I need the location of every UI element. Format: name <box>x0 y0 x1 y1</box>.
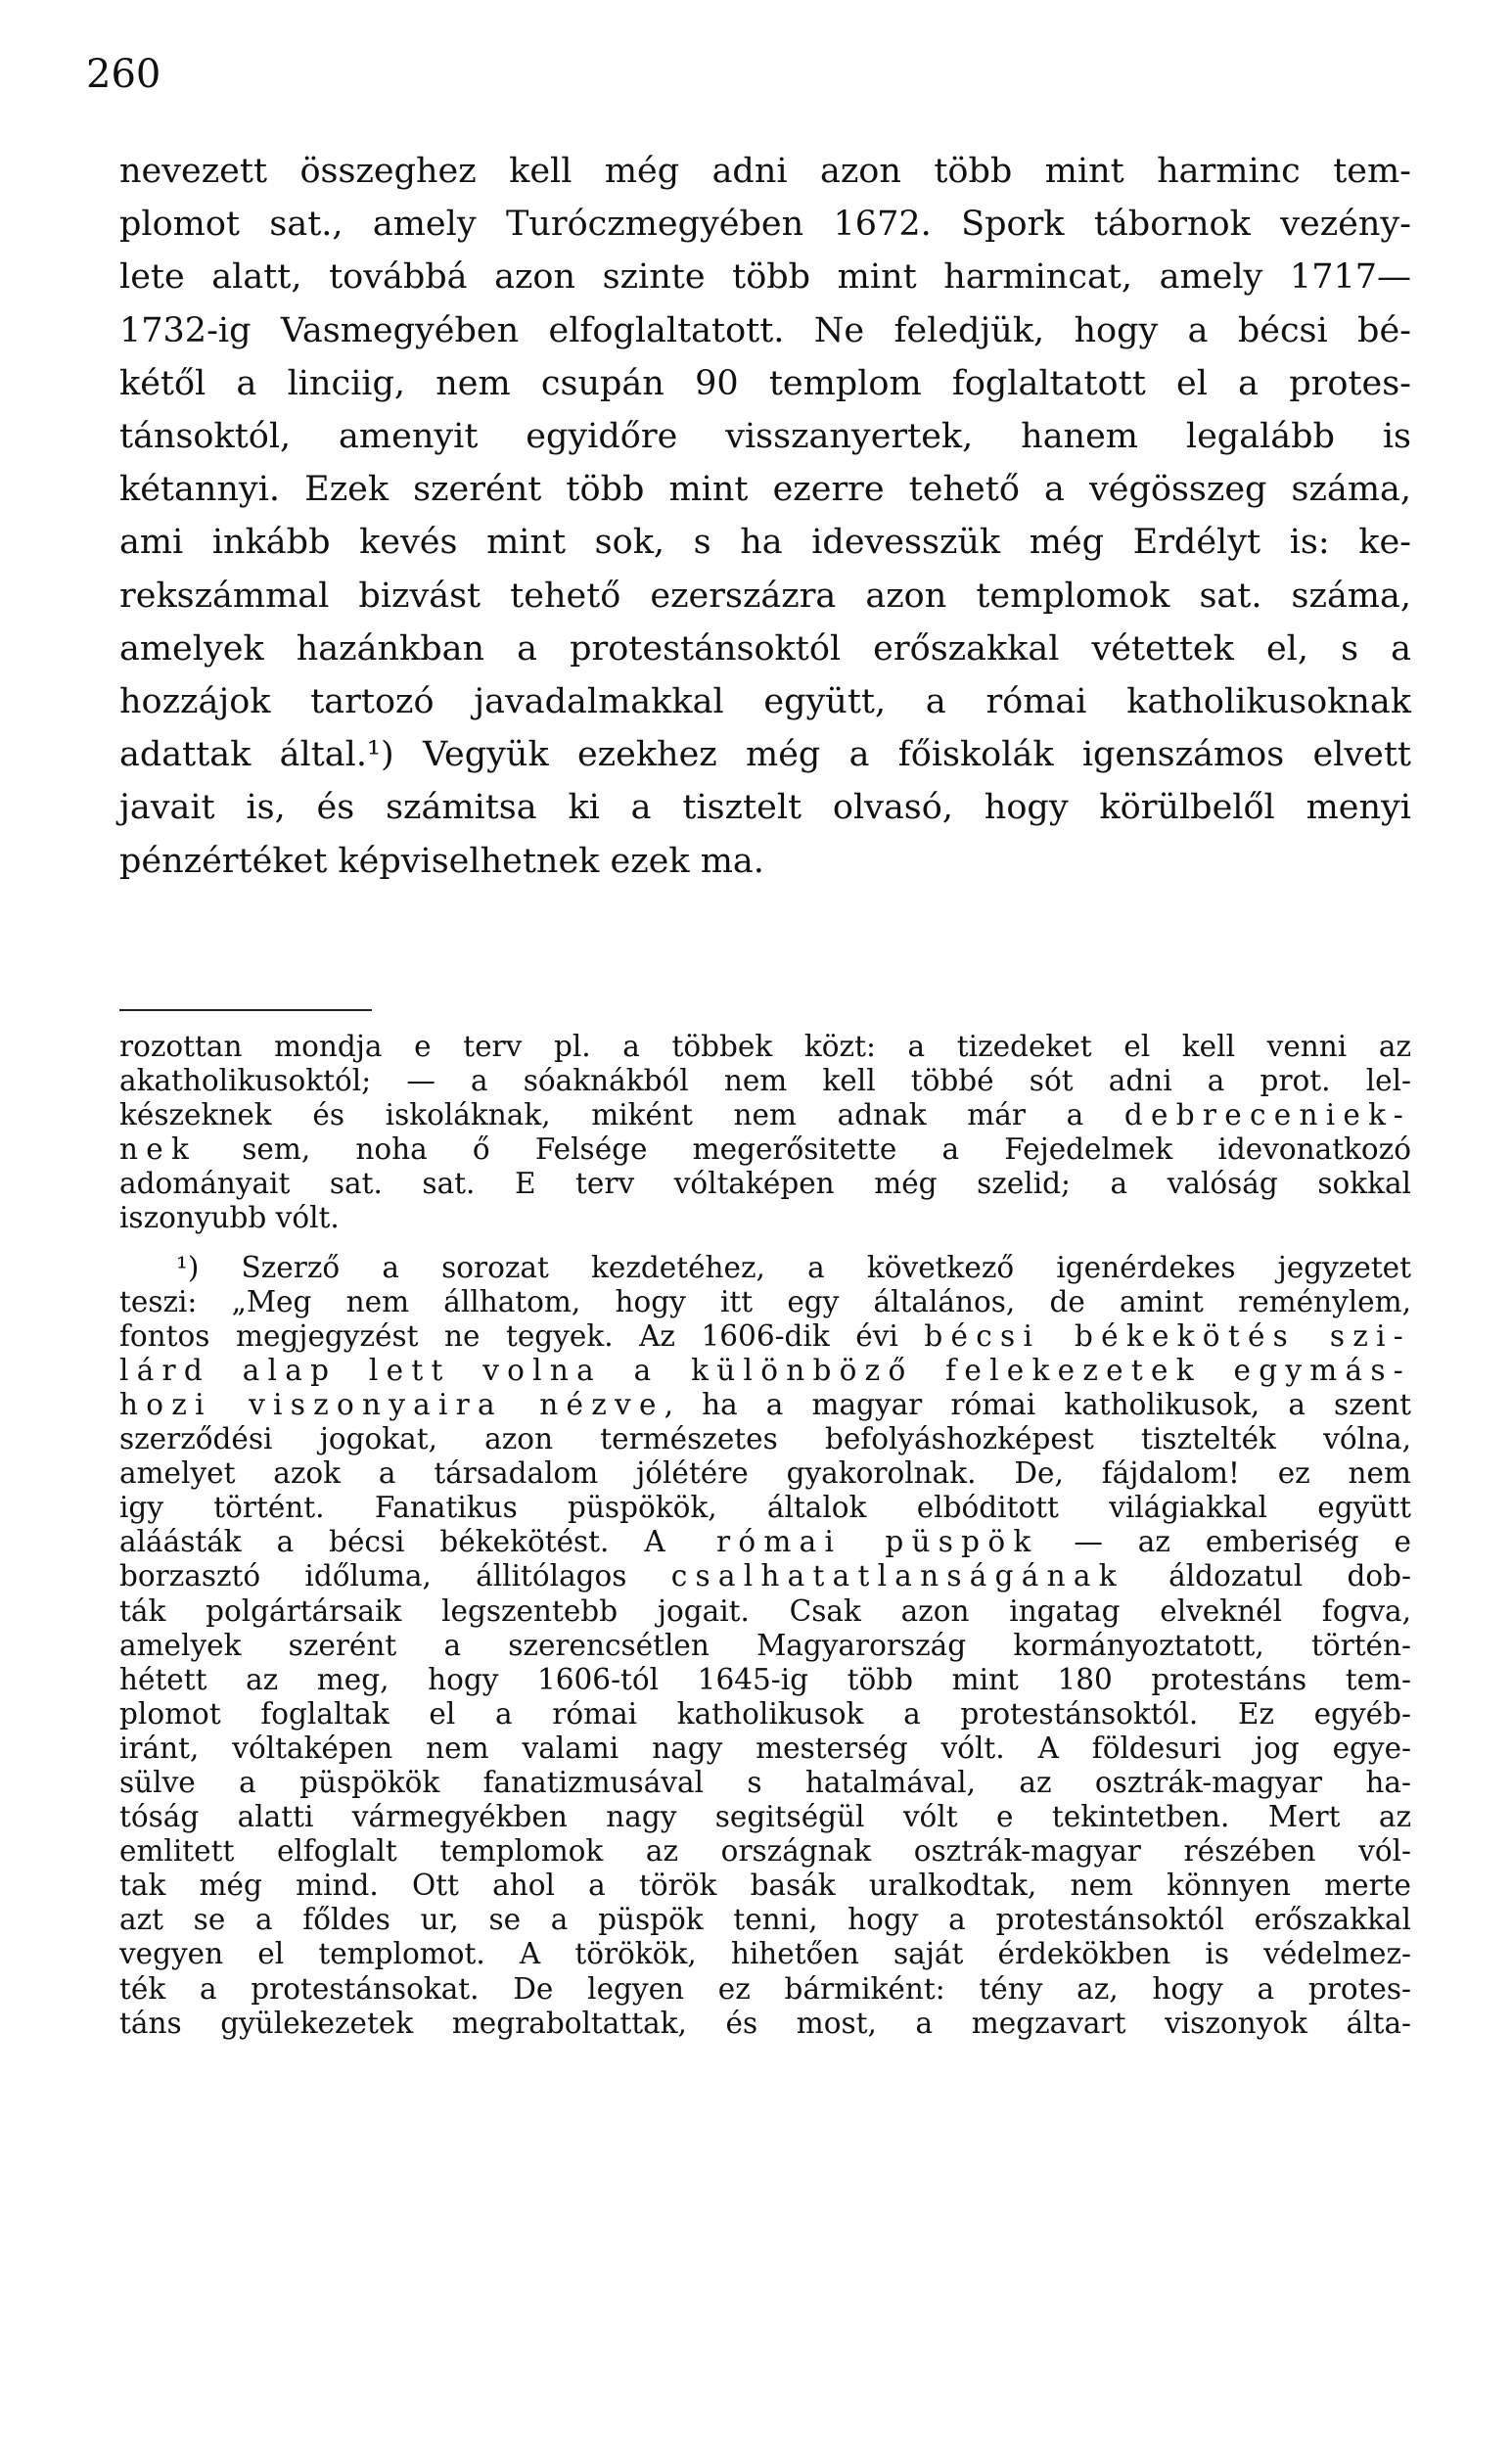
footnote-1 <box>119 1251 1411 2041</box>
spaced-emphasis: debreceniek- <box>1123 1098 1411 1132</box>
footnote-line: amelyet azok a társadalom jólétére gyakorolnak. De, fájdalom! ez nem <box>119 1456 1411 1491</box>
footnote-line <box>119 1388 1411 1422</box>
main-text-line: hozzájok tartozó javadalmakkal együtt, a római katholikusoknak <box>119 682 1411 722</box>
footnote-line: iránt, vóltaképen nem valami nagy mesterség vólt. A földesuri jog egye- <box>119 1731 1411 1765</box>
footnote-line: rozottan mondja e terv pl. a többek közt: a tizedeket el kell venni az <box>119 1030 1411 1063</box>
footnote-line <box>119 1132 1411 1167</box>
footnote-line <box>119 1319 1411 1354</box>
spaced-emphasis: bécsi békekötés szi- <box>924 1318 1411 1353</box>
main-text-line: plomot sat., amely Turóczmegyében 1672. Spork tábornok vezény- <box>119 205 1411 245</box>
main-text-line: lete alatt, továbbá azon szinte több mint harmincat, amely 1717— <box>119 257 1411 298</box>
footnote-continued <box>119 1030 1411 1236</box>
footnote-line: vegyen el templomot. A törökök, hihetően saját érdekökben is védelmez- <box>119 1937 1411 1971</box>
footnote-text: áldozatul dob- <box>1123 1559 1411 1593</box>
footnote-line: ¹) Szerző a sorozat kezdetéhez, a következő igenérdekes jegyzetet <box>176 1250 1411 1284</box>
main-text-line: 1732-ig Vasmegyében elfoglaltatott. Ne feledjük, hogy a bécsi bé- <box>119 310 1411 350</box>
main-text-line: adattak által.¹) Vegyük ezekhez még a főiskolák igenszámos elvett <box>119 735 1411 775</box>
main-text-line: amelyek hazánkban a protestánsoktól erőszakkal vétettek el, s a <box>119 628 1411 669</box>
footnote-line: tóság alatti vármegyékben nagy segitségül vólt e tekintetben. Mert az <box>119 1800 1411 1834</box>
footnote-line <box>119 1525 1411 1559</box>
footnote-text: készeknek és iskoláknak, miként nem adnak már a <box>119 1098 1124 1132</box>
spaced-emphasis: hozi viszonyaira nézve <box>119 1387 664 1421</box>
footnote-text: borzasztó időluma, állitólagos <box>119 1559 671 1593</box>
spaced-emphasis: csalhatatlanságának <box>670 1559 1124 1593</box>
spaced-emphasis: lárd alap lett volna a különböző felekezetek egymás- <box>119 1353 1411 1387</box>
footnote-line: plomot foglaltak el a római katholikusok a protestánsoktól. Ez egyéb- <box>119 1696 1411 1731</box>
footnote-text: fontos megjegyzést ne tegyek. Az 1606-dik évi <box>119 1318 925 1353</box>
main-text-line: kétannyi. Ezek szerént több mint ezerre tehető a végösszeg száma, <box>119 470 1411 510</box>
main-text-line: pénzértéket képviselhetnek ezek ma. <box>119 841 764 881</box>
page-number: 260 <box>86 52 161 97</box>
footnote-line: adományait sat. sat. E terv vóltaképen még szelid; a valóság sokkal <box>119 1167 1411 1201</box>
footnote-line: azt se a főldes ur, se a püspök tenni, hogy a protestánsoktól erőszakkal <box>119 1903 1411 1937</box>
footnote-line: ták polgártársaik legszentebb jogait. Csak azon ingatag elveknél fogva, <box>119 1593 1411 1628</box>
footnote-line <box>119 1354 1411 1388</box>
main-text-line: tánsoktól, amenyit egyidőre visszanyertek, hanem legalább is <box>119 417 1411 457</box>
footnote-line: amelyek szerént a szerencsétlen Magyarország kormányoztatott, történ- <box>119 1628 1411 1662</box>
footnote-line: akatholikusoktól; — a sóaknákból nem kell többé sót adni a prot. lel- <box>119 1064 1411 1098</box>
footnotes <box>119 1030 1411 2041</box>
main-text-line: javait is, és számitsa ki a tisztelt olvasó, hogy körülbelől menyi <box>119 788 1411 828</box>
footnote-line: tak még mind. Ott ahol a török basák uralkodtak, nem könnyen merte <box>119 1869 1411 1903</box>
footnote-line: szerződési jogokat, azon természetes befolyáshozképest tisztelték vólna, <box>119 1422 1411 1456</box>
footnote-text: sem, noha ő Felsége megerősitette a Fejedelmek idevonatkozó <box>197 1132 1411 1167</box>
footnote-text: aláásták a bécsi békekötést. <box>119 1525 645 1559</box>
footnote-text: — az emberiség e <box>1038 1525 1411 1559</box>
footnote-line: teszi: „Meg nem állhatom, hogy itt egy általános, de amint reménylem, <box>119 1284 1411 1318</box>
main-text-line: ami inkább kevés mint sok, s ha idevesszük még Erdélyt is: ke- <box>119 523 1411 563</box>
footnote-line: iszonyubb vólt. <box>119 1201 340 1235</box>
footnote-line <box>119 1098 1411 1132</box>
footnote-text: , ha a magyar római katholikusok, a szent <box>664 1387 1411 1421</box>
footnote-line: sülve a püspökök fanatizmusával s hatalmával, az osztrák-magyar ha- <box>119 1765 1411 1799</box>
main-text <box>119 145 1411 888</box>
footnote-gap <box>119 1236 1411 1251</box>
main-text-line: kétől a linciig, nem csupán 90 templom foglaltatott el a protes- <box>119 363 1411 403</box>
footnote-line: igy történt. Fanatikus püspökök, általok elbóditott világiakkal együtt <box>119 1491 1411 1525</box>
spaced-emphasis: A római püspök <box>644 1525 1039 1559</box>
footnote-line: táns gyülekezetek megraboltattak, és most, a megzavart viszonyok álta- <box>119 2006 1411 2040</box>
spaced-emphasis: nek <box>119 1132 198 1167</box>
footnote-separator-rule <box>119 1009 372 1011</box>
footnote-line: hétett az meg, hogy 1606-tól 1645-ig több mint 180 protestáns tem- <box>119 1662 1411 1696</box>
footnote-line: emlitett elfoglalt templomok az országnak osztrák-magyar részében vól- <box>119 1834 1411 1869</box>
main-text-line: nevezett összeghez kell még adni azon több mint harminc tem- <box>119 152 1411 191</box>
main-text-line: rekszámmal bizvást tehető ezerszázra azon templomok sat. száma, <box>119 576 1411 616</box>
footnote-line: ték a protestánsokat. De legyen ez bármiként: tény az, hogy a protes- <box>119 1971 1411 2006</box>
footnote-line <box>119 1559 1411 1593</box>
